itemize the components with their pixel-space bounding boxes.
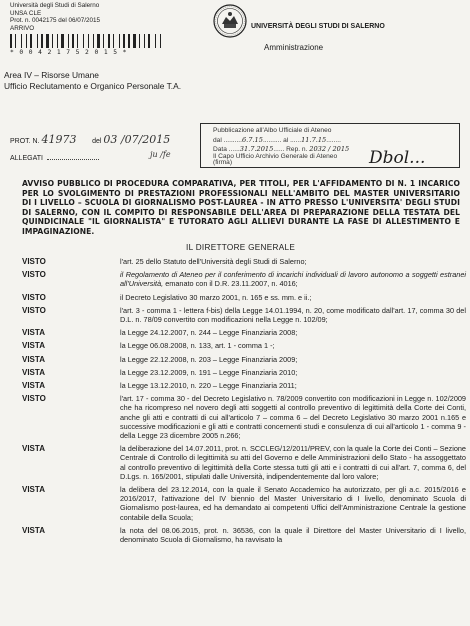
recital-text: la Legge 24.12.2007, n. 244 – Legge Finanziaria 2008; [120,328,298,338]
recital-item [22,394,466,440]
stamp-line: Università degli Studi di Salerno [10,2,100,9]
pub-data-label: Data [213,146,227,153]
recital-text: la nota del 08.06.2015, prot. n. 36536, con la quale il Direttore del Master Universitario di I livello, denominato Scuola di Giornalismo, ha ravvisato la [120,525,466,545]
recital-item [22,381,466,390]
recitals-list [22,253,466,544]
recital-item [22,341,466,350]
recital-label: VISTA [22,367,45,377]
recital-label: VISTA [22,354,45,364]
recital-item [22,526,466,544]
handwritten-initials: ju /fe [150,150,171,159]
barcode-number: * 0 0 4 2 1 7 5 2 0 1 5 * [10,49,128,57]
pub-rep-label: Rep. n. [286,146,308,153]
recital-label: VISTO [22,292,46,302]
office-name: Amministrazione [264,43,324,52]
area-block [4,70,181,92]
recital-item [22,355,466,364]
recital-label: VISTA [22,381,45,391]
stamp-line: Prot. n. 0042175 del 06/07/2015 [10,17,100,25]
pub-rep-number: 2032 / 2015 [309,145,350,153]
del-label: del [92,138,102,145]
pub-dal-label: dal [213,137,222,144]
pub-from-date: 6.7.15 [241,136,263,144]
recital-text: l'art. 17 - comma 30 - del Decreto Legislativo n. 78/2009 convertito con modificazioni in Legge n. 102/2009 che ha ricompreso nel novero degli atti soggetti al controllo preventivo di legittimità della Corte dei Conti, anche gli atti e contratti di cui all'articolo 7 – comma 6 – del Decreto Legislativo 30 marzo 2001 n.165 e successive modificazioni e gli atti e contratti concernenti studi e consulenza di cui all'articolo 1 - comma 9 - della Legge 23 dicembre 2005 n.266; [120,394,466,441]
pub-to-date: 11.7.15 [301,136,327,144]
recital-label: VISTA [22,328,45,338]
recital-label: VISTA [22,341,45,351]
recital-text: la Legge 23.12.2009, n. 191 – Legge Finanziaria 2010; [120,367,298,377]
pub-line-3: Data ......31.7.2015...... Rep. n. 2032 / 2015 [213,145,350,153]
notice-title: AVVISO PUBBLICO DI PROCEDURA COMPARATIVA, PER TITOLI, PER L'AFFIDAMENTO DI N. 1 INCARICO PER LO SVOLGIMENTO DI PRESTAZIONI PROFESSIONALI NELL'AMBITO DEL MASTER UNIVERSITARIO DI I LIVELLO – SCUOLA DI GIORNALISMO POST-LAUREA - IN ATTO PRESSO L'UNIVERSITA' DEGLI STUDI DI SALERNO, CON IL COMPITO DI RESPONSABILE DELL'AREA DI PREPARAZIONE DELLA TESTATA DEL QUINDICINALE "IL GIORNALISTA" E TUTORATO AGLI ALLIEVI DURANTE LA FASE DI ALLESTIMENTO E IMPAGINAZIONE. [22,179,460,236]
pub-line-5: (firma) [213,159,233,166]
recital-label: VISTO [22,305,46,315]
recital-text: la Legge 22.12.2008, n. 203 – Legge Finanziaria 2009; [120,354,298,364]
recital-text-italic: il Regolamento di Ateneo per il conferimento di incarichi individuali di lavoro autonomo a soggetti estranei all'Università, [120,270,466,289]
recital-text: la deliberazione del 14.07.2011, prot. n. SCCLEG/12/2011/PREV, con la quale la Corte dei Conti – Sezione Centrale di Controllo di legittimità su atti del Governo e delle Amministrazioni dello Stato - ha assoggettato al controllo preventivo di legittimità della Corte stessa tutti gli atti e i contratti di cui all'art. 7, comma 6, del D.Lgs. n. 165/2001, stipulati dalle Università, indipendentemente dal loro valore; [120,444,466,481]
stamp-line: ARRIVO [10,24,35,32]
recital-item [22,444,466,481]
pub-line-1: Pubblicazione all'Albo Ufficiale di Ateneo [213,127,332,134]
protocol-stamp [10,2,210,57]
allegati-label: ALLEGATI [10,155,43,162]
recital-label: VISTA [22,485,45,495]
section-heading: IL DIRETTORE GENERALE [186,243,296,252]
recital-label: VISTO [22,394,46,404]
allegati-line [47,159,99,160]
prot-label: PROT. N. [10,138,40,145]
recital-text: la Legge 13.12.2010, n. 220 – Legge Finanziaria 2011; [120,381,297,391]
protocol-row [10,133,170,146]
pub-signature: Dbol... [369,148,426,168]
recital-item [22,368,466,377]
recital-item [22,293,466,302]
university-seal-icon [213,4,247,38]
recital-label: VISTO [22,270,46,280]
recital-item [22,306,466,324]
recital-text-rest: emanato con il D.R. 23.11.2007, n. 4016; [163,279,298,289]
recital-text [120,270,466,288]
recital-text: l'art. 3 - comma 1 - lettera f-bis) della Legge 14.01.1994, n. 20, come modificato dall'art. 17, comma 30 del D.L. n. 78/09 convertito con modificazioni nella Legge n. 102/09; [120,305,466,325]
recital-item [22,257,466,266]
pub-line-4: Il Capo Ufficio Archivio Generale di Ateneo [213,153,338,160]
pub-data-date: 31.7.2015 [239,145,274,153]
stamp-line: UNSA CLE [10,9,42,17]
recital-label: VISTA [22,525,45,535]
barcode [10,34,206,48]
pub-al-label: al [283,137,289,144]
area-line: Area IV – Risorse Umane [4,70,99,80]
recital-label: VISTA [22,444,45,454]
publication-stamp [200,123,460,168]
recital-label: VISTO [22,257,46,266]
recital-item [22,270,466,288]
recital-item [22,328,466,337]
recital-text: l'art. 25 dello Statuto dell'Università degli Studi di Salerno; [120,257,307,266]
pub-line-2: dal ..........6.7.15.......... al ......11.7.15........ [213,136,341,144]
prot-number: 41973 [41,133,77,146]
recital-text: il Decreto Legislativo 30 marzo 2001, n. 165 e ss. mm. e ii.; [120,292,312,302]
allegati-row [10,155,99,162]
recital-item [22,485,466,522]
prot-date: 03 /07/2015 [103,133,171,146]
university-name: UNIVERSITÀ DEGLI STUDI DI SALERNO [251,23,385,30]
recital-text: la delibera del 23.12.2014, con la quale il Senato Accademico ha autorizzato, per gli a.c. 2015/2016 e 2016/2017, l'attivazione del IV biennio del Master Universitario di I livello, denominato Scuola di Giornalismo post-laurea, ed ha demandato ai competenti Uffici dell'Amministrazione Centrale la gestione contabile della Scuola; [120,485,466,522]
recital-text: la Legge 06.08.2008, n. 133, art. 1 - comma 1 -; [120,341,275,351]
area-line: Ufficio Reclutamento e Organico Personale T.A. [4,81,182,91]
